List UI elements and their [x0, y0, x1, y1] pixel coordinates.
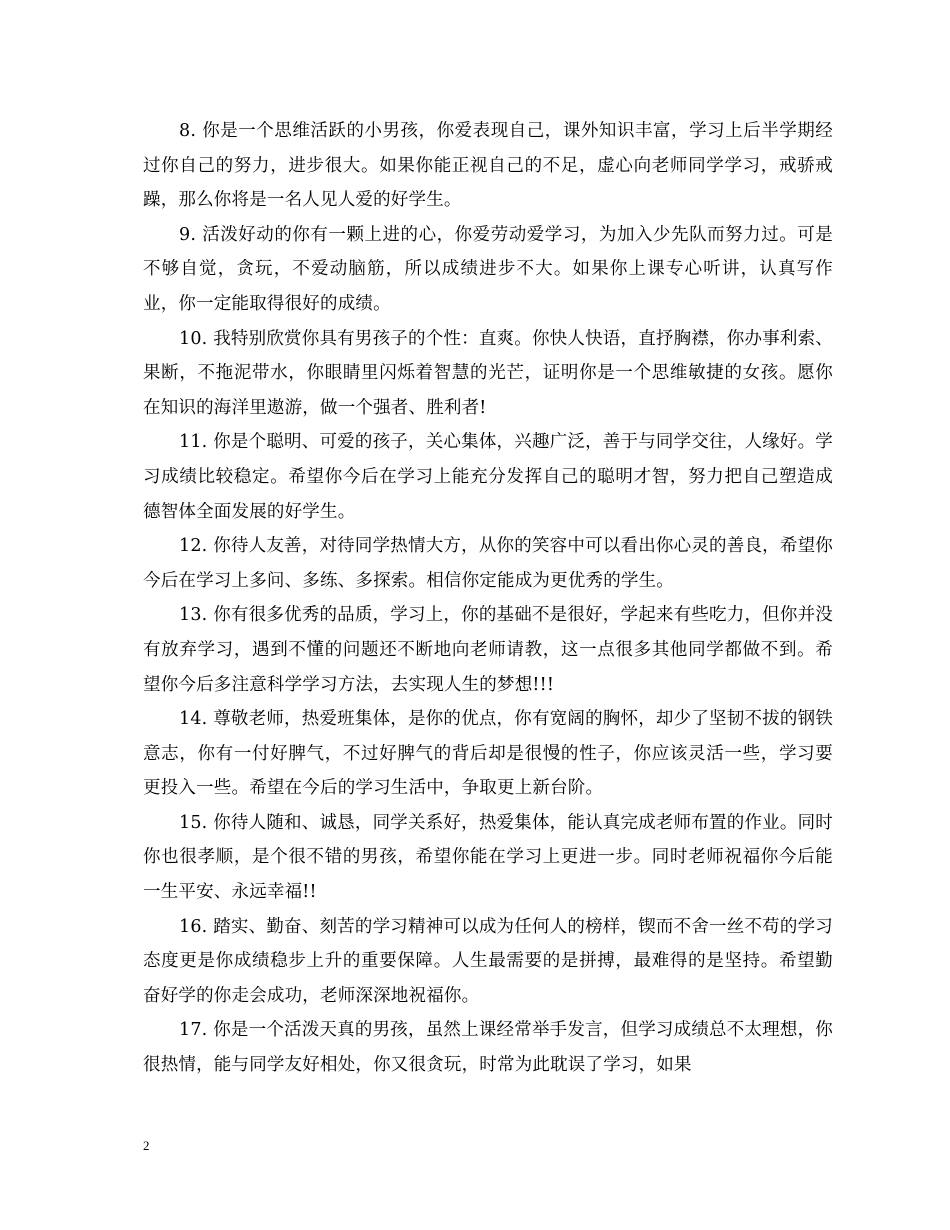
paragraph-17: 17. 你是一个活泼天真的男孩，虽然上课经常举手发言，但学习成绩总不太理想，你很热情，能与同学友好相处，你又很贪玩，时常为此耽误了学习，如果: [143, 1020, 833, 1076]
page-number: 2: [143, 1138, 150, 1153]
paragraph-11: 11. 你是个聪明、可爱的孩子，关心集体，兴趣广泛，善于与同学交往，人缘好。学习成绩比较稳定。希望你今后在学习上能充分发挥自己的聪明才智，努力把自己塑造成德智体全面发展的好学生。: [143, 432, 833, 522]
body-text: [143, 114, 833, 1083]
paragraph-14: 14. 尊敬老师，热爱班集体，是你的优点，你有宽阔的胸怀，却少了坚韧不拔的钢铁意志，你有一付好脾气，不过好脾气的背后却是很慢的性子，你应该灵活一些，学习要更投入一些。希望在今后的学习生活中，争取更上新台阶。: [143, 709, 833, 799]
paragraph-10: 10. 我特别欣赏你具有男孩子的个性：直爽。你快人快语，直抒胸襟，你办事利索、果断，不拖泥带水，你眼睛里闪烁着智慧的光芒，证明你是一个思维敏捷的女孩。愿你在知识的海洋里遨游，做一个强者、胜利者!: [143, 328, 833, 418]
paragraph-16: 16. 踏实、勤奋、刻苦的学习精神可以成为任何人的榜样，锲而不舍一丝不苟的学习态度更是你成绩稳步上升的重要保障。人生最需要的是拼搏，最难得的是坚持。希望勤奋好学的你走会成功，老师深深地祝福你。: [143, 916, 833, 1006]
paragraph-9: 9. 活泼好动的你有一颗上进的心，你爱劳动爱学习，为加入少先队而努力过。可是不够自觉，贪玩，不爱动脑筋，所以成绩进步不大。如果你上课专心听讲，认真写作业，你一定能取得很好的成绩。: [143, 224, 833, 314]
paragraph-8: 8. 你是一个思维活跃的小男孩，你爱表现自己，课外知识丰富，学习上后半学期经过你自己的努力，进步很大。如果你能正视自己的不足，虚心向老师同学学习，戒骄戒躁，那么你将是一名人见人爱的好学生。: [143, 121, 833, 211]
paragraph-15: 15. 你待人随和、诚恳，同学关系好，热爱集体，能认真完成老师布置的作业。同时你也很孝顺，是个很不错的男孩，希望你能在学习上更进一步。同时老师祝福你今后能一生平安、永远幸福!!: [143, 812, 833, 903]
paragraph-12: 12. 你待人友善，对待同学热情大方，从你的笑容中可以看出你心灵的善良，希望你今后在学习上多问、多练、多探索。相信你定能成为更优秀的学生。: [143, 536, 833, 591]
paragraph-13: 13. 你有很多优秀的品质，学习上，你的基础不是很好，学起来有些吃力，但你并没有放弃学习，遇到不懂的问题还不断地向老师请教，这一点很多其他同学都做不到。希望你今后多注意科学学习方法，去实现人生的梦想!!!: [143, 605, 833, 695]
